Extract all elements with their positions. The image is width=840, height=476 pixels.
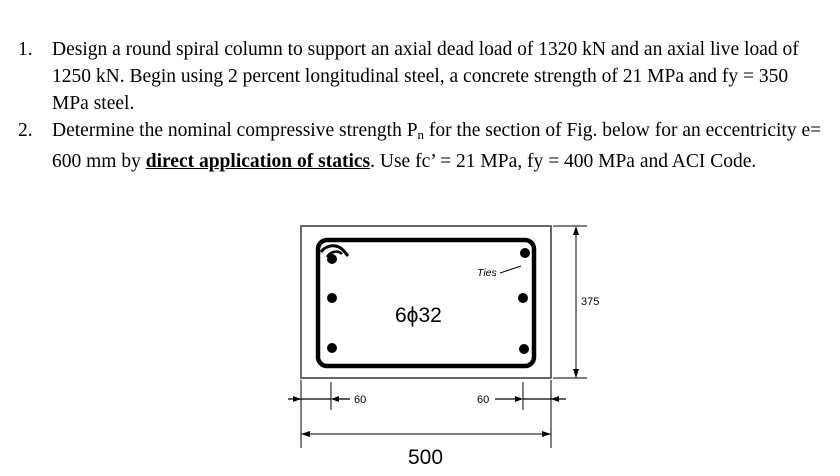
rebar-bottom-left: [327, 343, 337, 353]
problem-2-subscript: n: [417, 127, 425, 142]
left-cover-arrow-outer: [293, 396, 301, 402]
left-cover-dim-label: 60: [354, 394, 367, 406]
rebar-top-right: [520, 248, 530, 258]
problem-2-emphasis: direct application of statics: [145, 151, 371, 172]
right-cover-arrow-outer: [551, 396, 559, 402]
rebar-top-left: [327, 254, 337, 264]
problem-1-number: 1.: [18, 39, 33, 60]
problem-2-text-start: Determine the nominal compressive strength P: [52, 120, 418, 141]
ties-leader-line: [500, 266, 521, 273]
right-cover-arrow-inner: [515, 396, 523, 402]
problem-1-text: Design a round spiral column to support an axial dead load of 1320 kN and an axial live load of 1250 kN. Begin using 2 percent longitudinal steel, a concrete strength of 21 MPa and fy = 350 MPa steel.: [52, 39, 799, 114]
height-dim-label: 375: [581, 296, 600, 308]
concrete-section-outline: [301, 226, 551, 378]
right-cover-dim-label: 60: [477, 394, 490, 406]
height-dim-arrow-top: [573, 226, 579, 235]
rebar-middle-right: [518, 293, 528, 303]
ties-label: Ties: [477, 267, 497, 279]
problem-2-text-end: . Use fc’ = 21 MPa, fy = 400 MPa and ACI Code.: [370, 151, 757, 172]
problem-2-number: 2.: [18, 120, 33, 141]
rebar-middle-left: [327, 293, 337, 303]
rebar-bottom-right: [519, 344, 529, 354]
bars-label: 6ϕ32: [395, 304, 442, 327]
problem-2-text-mid: for the section of Fig. below for an eccentricity e= 600 mm by: [52, 120, 822, 172]
left-cover-arrow-inner: [331, 396, 339, 402]
height-dim-arrow-bottom: [573, 369, 579, 378]
width-dim-label: 500: [408, 446, 444, 469]
width-dim-arrow-left: [301, 431, 310, 437]
width-dim-arrow-right: [542, 431, 551, 437]
tie-outline: [318, 240, 534, 366]
